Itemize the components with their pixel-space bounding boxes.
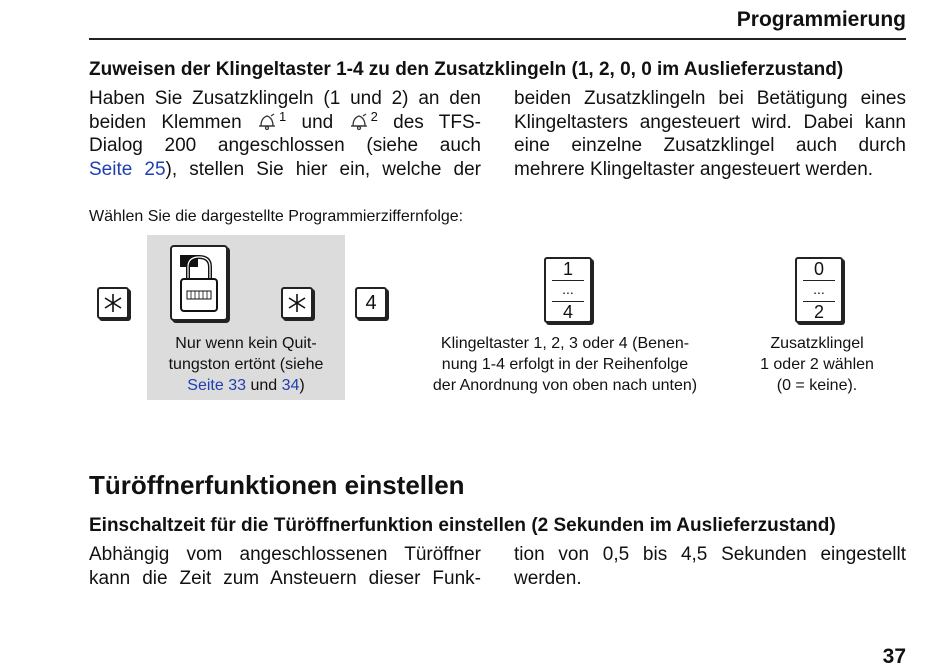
caption-line: Klingeltaster 1, 2, 3 oder 4 (Benen- [440,335,690,352]
page-link-25[interactable]: Seite 25 [89,158,166,180]
instruction-text: Wählen Sie die dargestellte Programmierziffernfolge: [89,208,464,225]
section1-left-column [89,87,481,181]
section2-left-column [89,543,481,590]
superscript: 1 [278,108,287,124]
padlock-icon [170,245,228,321]
page-header-title: Programmierung [736,8,906,31]
caption-line: (0 = keine). [776,377,858,394]
caption-line: nung 1-4 erfolgt in der Reihenfolge [441,356,689,373]
caption-line: 1 oder 2 wählen [760,356,874,373]
page-number: 37 [882,645,906,668]
caption-line: Nur wenn kein Quit- [175,335,317,352]
range-bottom: 2 [803,301,835,322]
caption-line: der Anordnung von oben nach unten) [432,377,698,394]
text-line: Klingeltasters angesteuert wird. Dabei kann [514,111,906,133]
star-key-icon [97,287,129,319]
text-line [89,158,481,182]
text-line: eine einzelne Zusatzklingel auch durch [514,135,906,156]
caption-line [147,375,345,396]
text-fragment: ), stellen Sie hier ein, welche der [165,158,481,180]
page-link-33[interactable]: Seite 33 [187,377,246,394]
section-title-door-opener: Türöffnerfunktionen einstellen [89,470,465,500]
text-line: mehrere Klingeltaster angesteuert werden. [514,158,874,180]
text-fragment: des TFS- [377,111,481,133]
range-key-extra-bells [795,257,843,323]
text-fragment: und [286,111,349,133]
range-top: 0 [803,259,835,281]
range-key-ringer-buttons [544,257,592,323]
range-mid: ... [562,281,574,297]
bell-icon [257,112,279,133]
text-line: Dialog 200 angeschlossen (siehe auch [89,135,481,156]
ringer-button-caption [405,333,725,396]
extra-bell-caption [735,333,899,396]
text-line: Haben Sie Zusatzklingeln (1 und 2) an den [89,88,481,109]
text-line: beiden Zusatzklingeln bei Betätigung eines [514,88,906,109]
caption-line: tungston ertönt (siehe [168,356,324,373]
text-fragment: beiden Klemmen [89,111,257,133]
page-link-34[interactable]: 34 [281,377,300,394]
text-fragment: und [246,377,282,394]
text-line: tion von 0,5 bis 4,5 Sekunden eingestellt [514,544,906,565]
text-fragment: ) [299,377,305,394]
range-top: 1 [552,259,584,281]
text-line [89,108,481,135]
text-line: kann die Zeit zum Ansteuern dieser Funk- [89,567,481,589]
section1-right-column [514,87,906,181]
section-heading-activation-time: Einschaltzeit für die Türöffnerfunktion einstellen (2 Sekunden im Auslieferzustand) [89,515,836,536]
text-line: Abhängig vom angeschlossenen Türöffner [89,544,481,565]
optional-step-caption [147,333,345,396]
range-mid: ... [813,281,825,297]
section2-right-column [514,543,906,590]
star-key-icon [281,287,313,319]
bell-icon [349,112,371,133]
caption-line: Zusatzklingel [770,335,864,352]
header-rule [89,38,906,40]
range-bottom: 4 [552,301,584,322]
text-line: werden. [514,567,582,589]
digit-key-4: 4 [355,287,387,319]
superscript: 2 [370,108,378,124]
section-heading-ringer-assignment: Zuweisen der Klingeltaster 1-4 zu den Zusatzklingeln (1, 2, 0, 0 im Auslieferzustand) [89,59,844,80]
